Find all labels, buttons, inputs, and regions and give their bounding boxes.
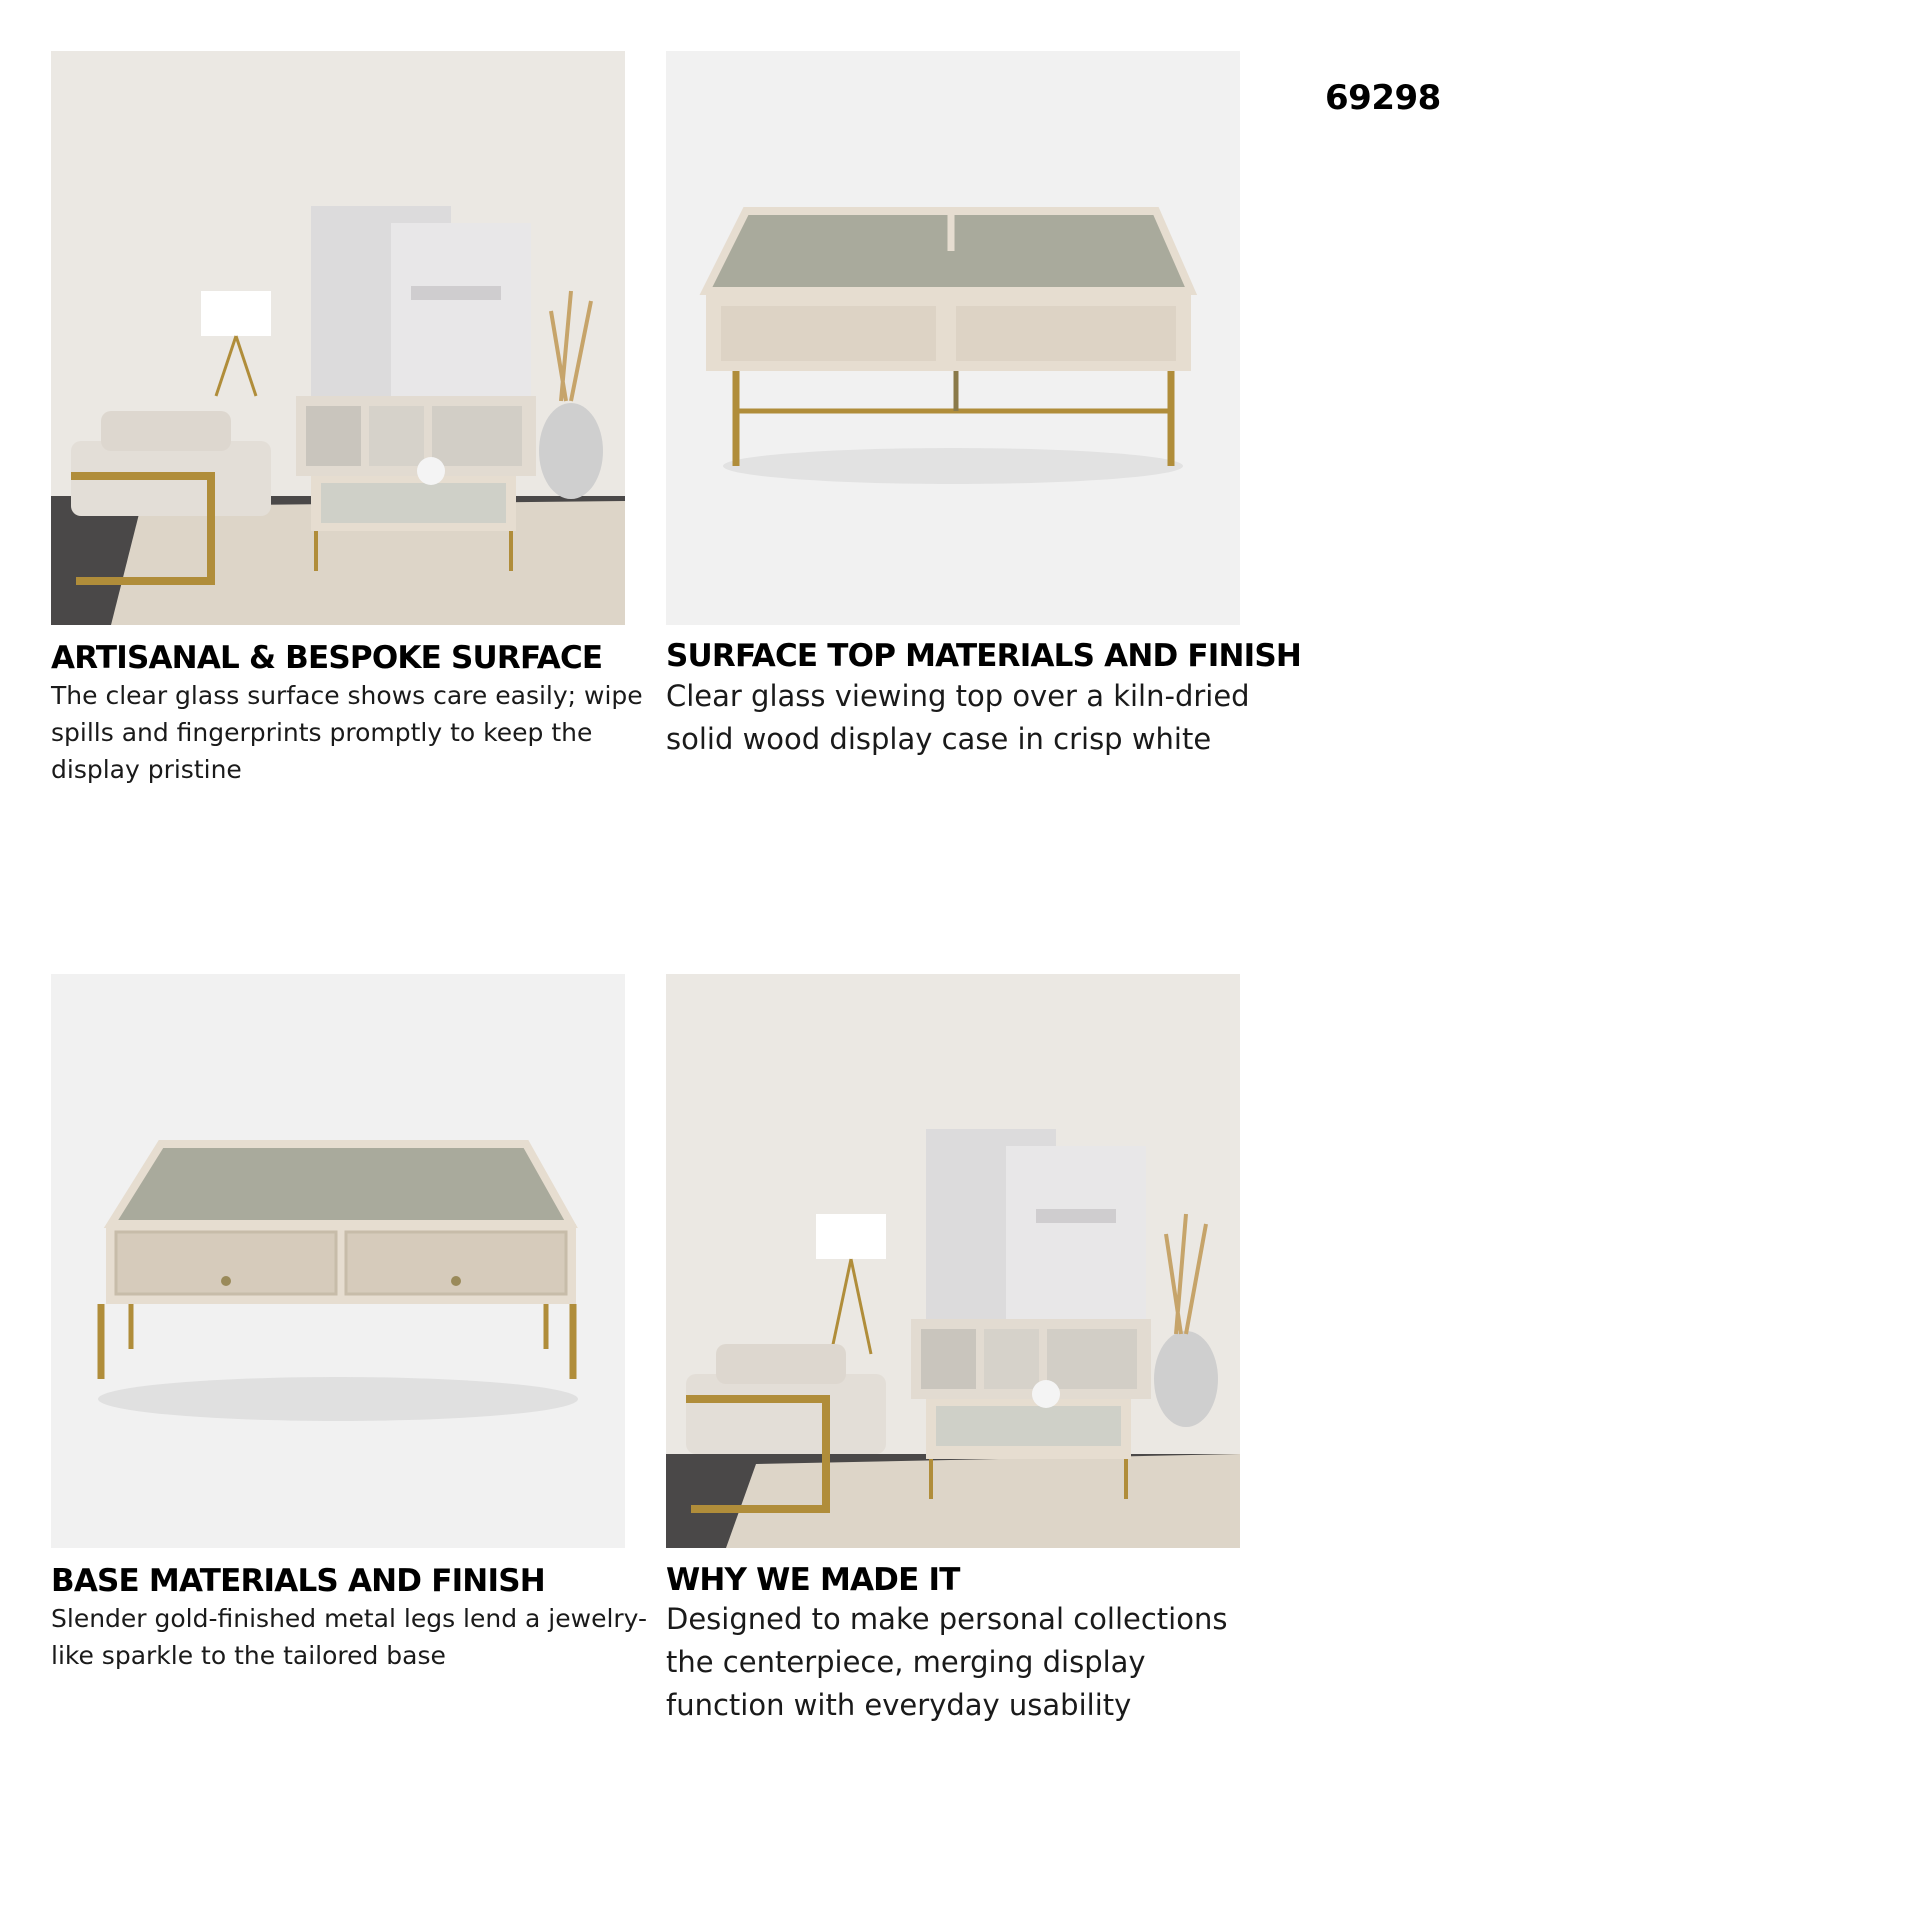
product-front-image	[51, 974, 625, 1548]
feature-title: SURFACE TOP MATERIALS AND FINISH	[666, 638, 1302, 674]
feature-description: Slender gold-finished metal legs lend a jewelry-like sparkle to the tailored base	[51, 1604, 648, 1670]
feature-title: ARTISANAL & BESPOKE SURFACE	[51, 640, 603, 676]
room-scene-image	[666, 974, 1240, 1548]
feature-description: Designed to make personal collections the centerpiece, merging display function with everyday usability	[666, 1602, 1228, 1722]
feature-title: BASE MATERIALS AND FINISH	[51, 1563, 545, 1599]
product-top-image	[666, 51, 1240, 625]
product-sku: 69298	[1325, 78, 1441, 118]
feature-description: Clear glass viewing top over a kiln-dried solid wood display case in crisp white	[666, 679, 1250, 756]
feature-title: WHY WE MADE IT	[666, 1562, 960, 1598]
room-scene-image	[51, 51, 625, 625]
feature-description: The clear glass surface shows care easily; wipe spills and fingerprints promptly to keep the display pristine	[51, 681, 643, 784]
